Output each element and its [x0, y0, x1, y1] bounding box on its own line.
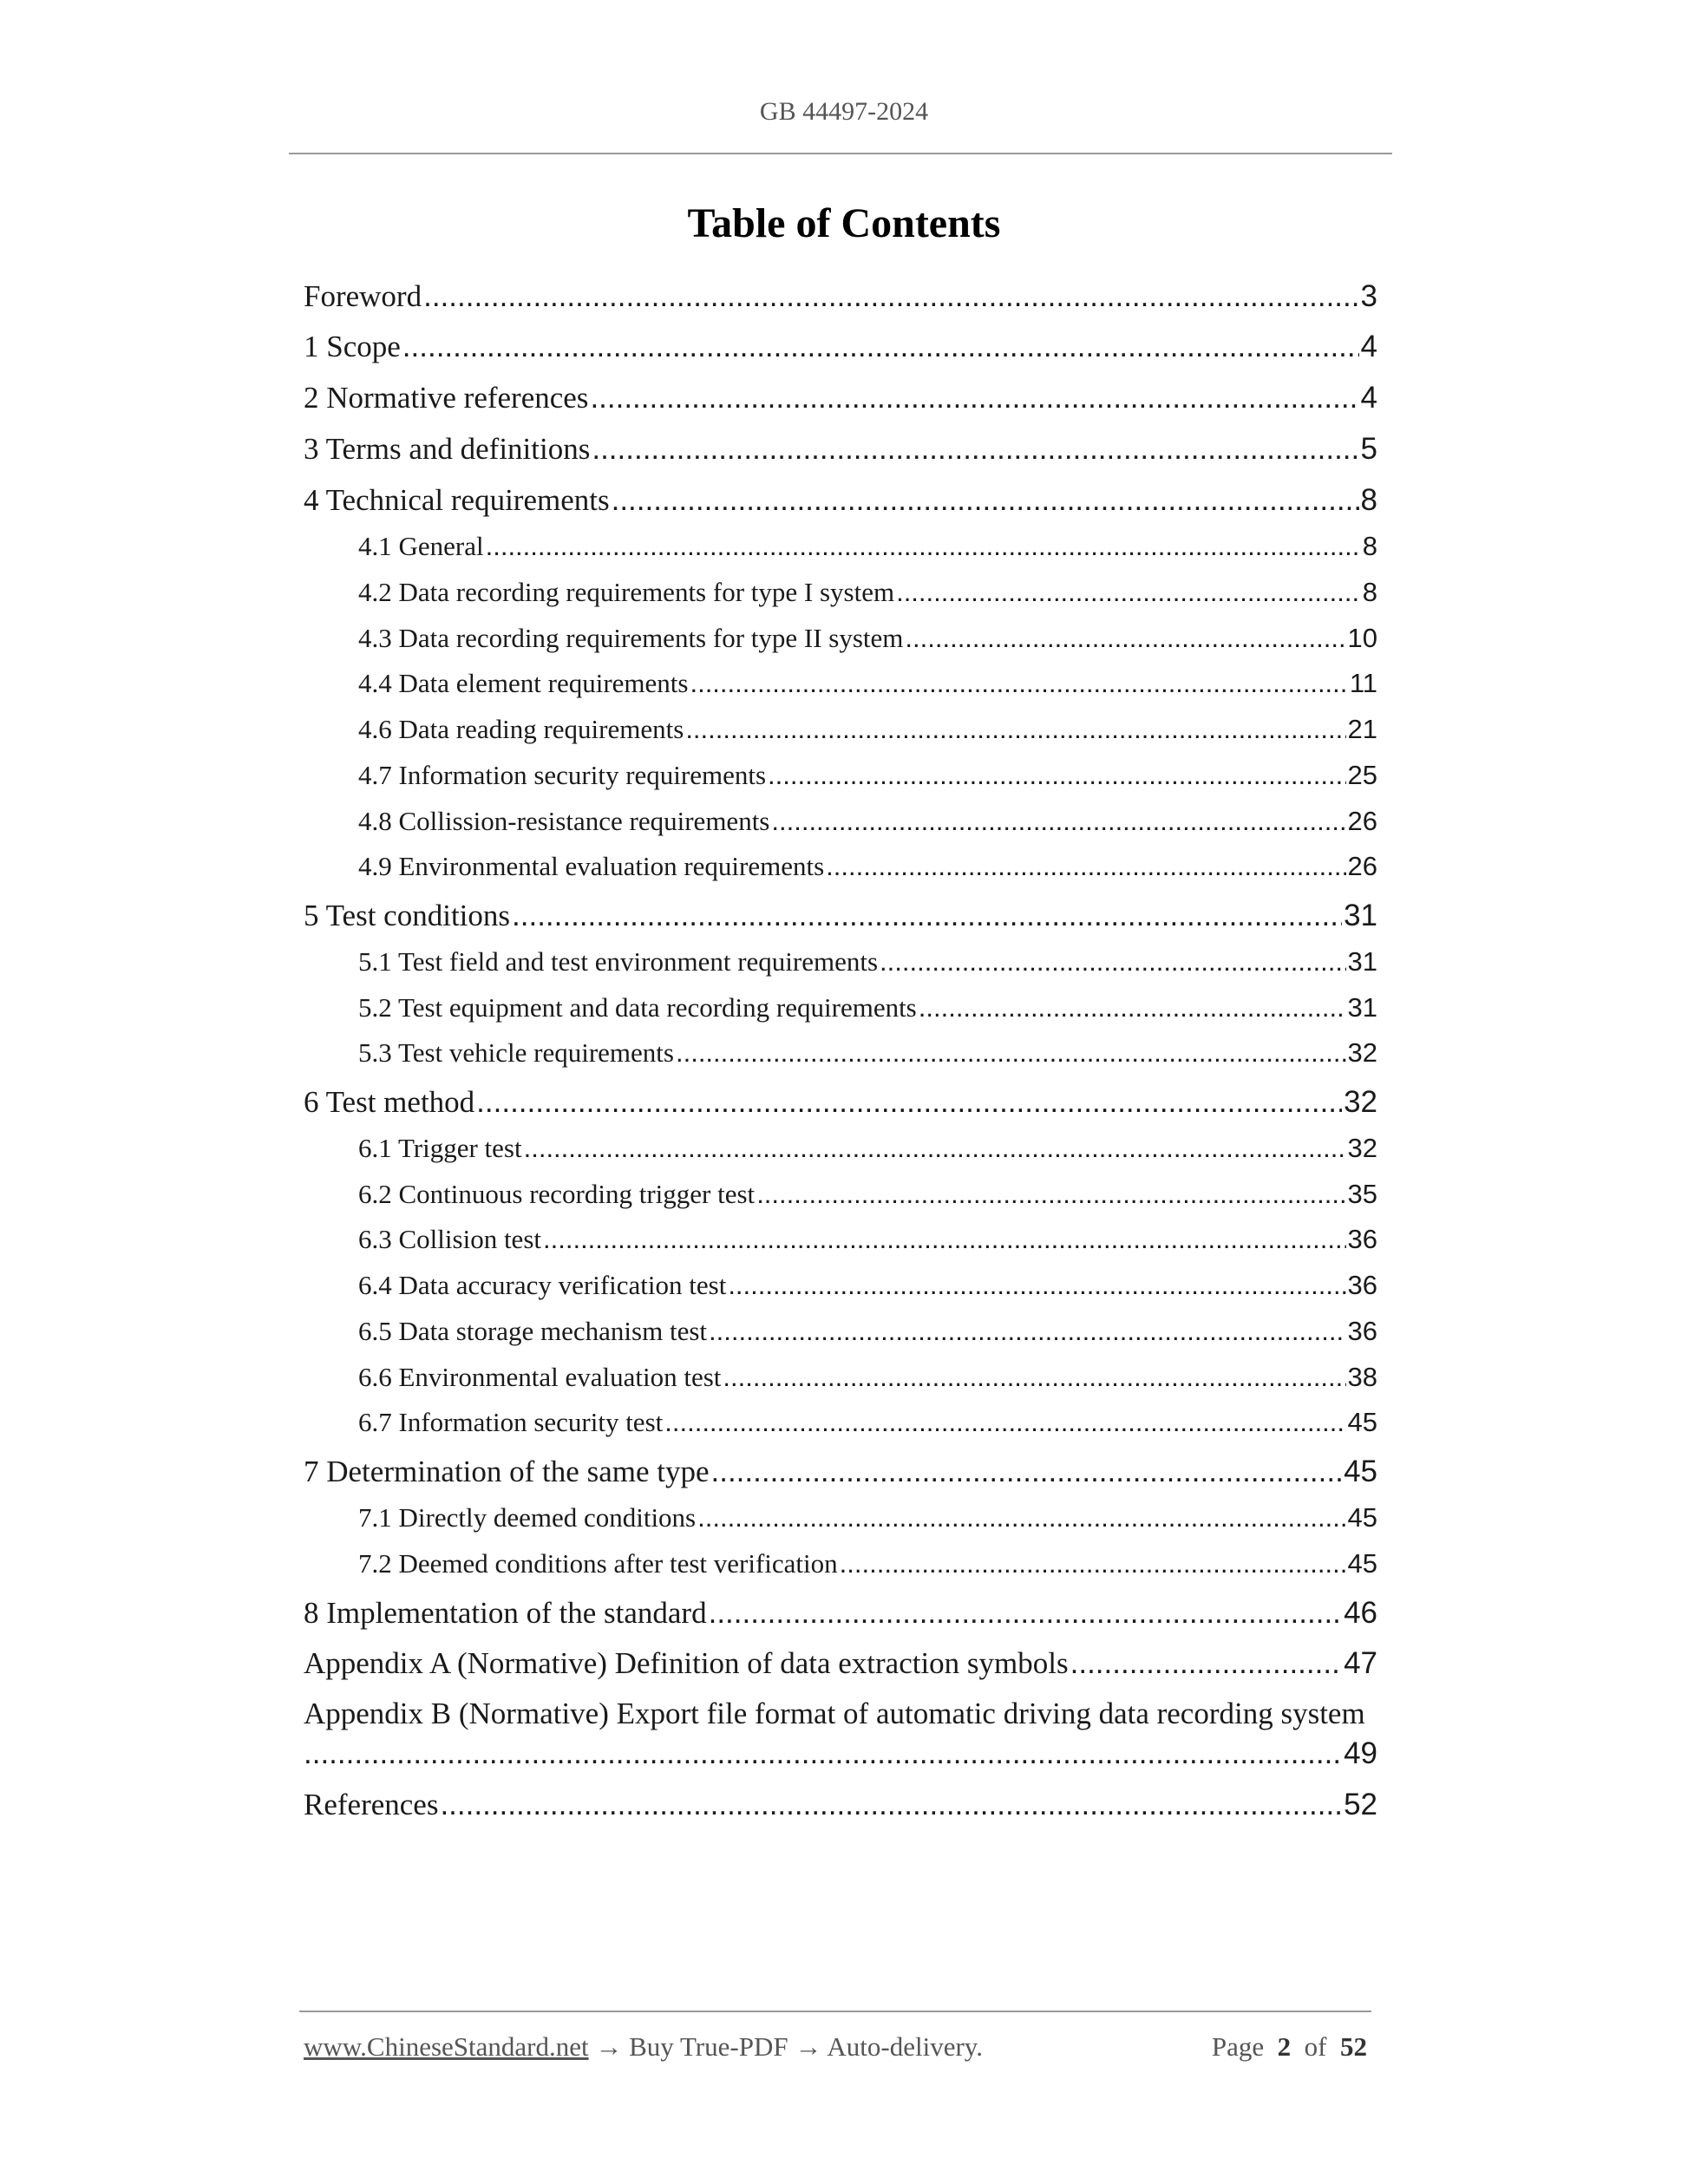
- toc-entry-normative-references[interactable]: [304, 381, 1377, 415]
- dot-leader: [880, 946, 1345, 978]
- toc-entry-page: 31: [1347, 946, 1377, 977]
- toc-entry-label: 6.5 Data storage mechanism test: [358, 1316, 708, 1346]
- dot-leader: [690, 668, 1347, 699]
- toc-entry-4-3[interactable]: [358, 623, 1377, 654]
- toc-entry-page: 25: [1347, 760, 1377, 790]
- toc-entry-4-4[interactable]: [358, 668, 1377, 699]
- toc-entry-5-3[interactable]: [358, 1037, 1377, 1069]
- toc-entry-label: 6.4 Data accuracy verification test: [358, 1270, 727, 1300]
- toc-entry-label: 7 Determination of the same type: [304, 1455, 710, 1488]
- toc-entry-label: 6.1 Trigger test: [358, 1133, 522, 1163]
- toc-entry-label: 6.3 Collision test: [358, 1224, 541, 1254]
- dot-leader: [709, 1316, 1345, 1347]
- toc-entry-6-7[interactable]: [358, 1407, 1377, 1438]
- toc-entry-label: 4.8 Collission-resistance requirements: [358, 806, 770, 836]
- toc-entry-7-1[interactable]: [358, 1502, 1377, 1533]
- toc-entry-page: 8: [1362, 577, 1377, 607]
- dot-leader: [543, 1224, 1346, 1255]
- toc-entry-test-conditions[interactable]: [304, 899, 1377, 933]
- toc-entry-label: 4.2 Data recording requirements for type I system: [358, 577, 895, 607]
- dot-leader: [697, 1502, 1345, 1533]
- toc-entry-page: 32: [1347, 1133, 1377, 1163]
- toc-entry-label: 4.4 Data element requirements: [358, 668, 689, 698]
- toc-entry-page: 36: [1347, 1316, 1377, 1346]
- toc-entry-page: 32: [1344, 1085, 1377, 1119]
- toc-entry-page: 45: [1347, 1548, 1377, 1579]
- dot-leader: [685, 714, 1345, 745]
- toc-entry-label: 7.2 Deemed conditions after test verification: [358, 1548, 838, 1579]
- dot-leader: [1070, 1646, 1342, 1681]
- toc-entry-5-2[interactable]: [358, 992, 1377, 1023]
- dot-leader: [676, 1037, 1346, 1069]
- toc-entry-label: Appendix A (Normative) Definition of data extraction symbols: [304, 1646, 1069, 1680]
- toc-entry-page: 10: [1347, 623, 1377, 653]
- toc-entry-label: 5.2 Test equipment and data recording requirements: [358, 992, 917, 1023]
- toc-entry-label: 8 Implementation of the standard: [304, 1596, 707, 1630]
- toc-entry-6-2[interactable]: [358, 1179, 1377, 1210]
- toc-entry-label: 4.9 Environmental evaluation requirements: [358, 851, 825, 881]
- toc-entry-5-1[interactable]: [358, 946, 1377, 978]
- toc-entry-label: 4 Technical requirements: [304, 483, 610, 517]
- dot-leader: [486, 531, 1361, 562]
- of-word: of: [1304, 2031, 1327, 2062]
- toc-entry-4-8[interactable]: [358, 806, 1377, 837]
- total-page-number: 52: [1340, 2031, 1367, 2062]
- toc-entry-label: 6.7 Information security test: [358, 1407, 664, 1437]
- website-link[interactable]: www.ChineseStandard.net: [304, 2031, 589, 2062]
- dot-leader: [440, 1788, 1342, 1822]
- toc-entry-6-3[interactable]: [358, 1224, 1377, 1255]
- toc-entry-label: 7.1 Directly deemed conditions: [358, 1502, 697, 1533]
- dot-leader: [905, 623, 1345, 654]
- toc-entry-label: 1 Scope: [304, 330, 401, 363]
- toc-entry-6-5[interactable]: [358, 1316, 1377, 1347]
- toc-entry-page: 8: [1360, 483, 1377, 517]
- dot-leader: [919, 992, 1346, 1023]
- toc-entry-test-method[interactable]: [304, 1085, 1377, 1120]
- toc-entry-page: 45: [1344, 1455, 1377, 1488]
- dot-leader: [664, 1407, 1345, 1438]
- toc-entry-label: Appendix B (Normative) Export file format of automatic driving data recording system: [304, 1697, 1365, 1730]
- arrow-right-icon: →: [795, 2031, 822, 2062]
- toc-entry-label: 5.3 Test vehicle requirements: [358, 1037, 674, 1068]
- dot-leader: [402, 330, 1359, 364]
- toc-entry-label: Foreword: [304, 279, 422, 313]
- toc-entry-page: 35: [1347, 1179, 1377, 1209]
- toc-entry-7-2[interactable]: [358, 1548, 1377, 1579]
- toc-entry-label: 5.1 Test field and test environment requirements: [358, 946, 879, 977]
- toc-entry-6-1[interactable]: [358, 1133, 1377, 1164]
- footer-divider: [299, 2011, 1371, 2012]
- toc-entry-page: 4: [1360, 330, 1377, 363]
- dot-leader: [592, 432, 1358, 467]
- toc-entry-4-6[interactable]: [358, 714, 1377, 745]
- toc-entry-label: 4.1 General: [358, 531, 484, 561]
- toc-entry-label: References: [304, 1788, 439, 1821]
- toc-entry-page: 36: [1347, 1224, 1377, 1254]
- toc-entry-page: 21: [1347, 714, 1377, 744]
- dot-leader: [756, 1179, 1345, 1210]
- dot-leader: [771, 806, 1345, 837]
- dot-leader: [423, 279, 1358, 314]
- toc-entry-technical-requirements[interactable]: [304, 483, 1377, 518]
- toc-entry-appendix-b[interactable]: [304, 1697, 1377, 1771]
- toc-entry-label: 4.6 Data reading requirements: [358, 714, 684, 744]
- toc-entry-4-9[interactable]: [358, 851, 1377, 882]
- toc-entry-page: 5: [1360, 432, 1377, 466]
- auto-delivery-text: Auto-delivery.: [827, 2031, 984, 2062]
- toc-title: Table of Contents: [687, 200, 1001, 246]
- toc-entry-label: 6.6 Environmental evaluation test: [358, 1362, 722, 1392]
- running-header: GB 44497-2024: [759, 97, 929, 126]
- current-page-number: 2: [1277, 2031, 1292, 2062]
- arrow-right-icon: →: [595, 2031, 623, 2062]
- toc-entry-references[interactable]: [304, 1788, 1377, 1822]
- dot-leader: [826, 851, 1345, 882]
- toc-entry-page: 26: [1347, 806, 1377, 836]
- dot-leader: [304, 1736, 1342, 1771]
- toc-entry-label: 6.2 Continuous recording trigger test: [358, 1179, 756, 1209]
- toc-entry-4-1[interactable]: [358, 531, 1377, 562]
- dot-leader: [768, 760, 1345, 791]
- toc-entry-label: 2 Normative references: [304, 381, 589, 415]
- toc-entry-page: 36: [1347, 1270, 1377, 1300]
- toc-entry-6-6[interactable]: [358, 1362, 1377, 1393]
- toc-entry-page: 52: [1344, 1788, 1377, 1821]
- toc-entry-page: 38: [1347, 1362, 1377, 1392]
- toc-entry-page: 49: [1344, 1736, 1377, 1770]
- toc-entry-appendix-a[interactable]: [304, 1646, 1377, 1681]
- toc-entry-page: 31: [1347, 992, 1377, 1023]
- page-word: Page: [1211, 2031, 1265, 2062]
- toc-entry-label: 4.7 Information security requirements: [358, 760, 767, 790]
- toc-entry-label: 6 Test method: [304, 1085, 475, 1119]
- dot-leader: [723, 1362, 1345, 1393]
- toc-entry-page: 32: [1347, 1037, 1377, 1068]
- toc-entry-page: 3: [1360, 279, 1377, 313]
- dot-leader: [728, 1270, 1345, 1301]
- toc-entry-terms-definitions[interactable]: [304, 432, 1377, 467]
- dot-leader: [590, 381, 1358, 415]
- footer-promo: [304, 2031, 983, 2063]
- toc-entry-page: 8: [1362, 531, 1377, 561]
- toc-entry-label: 3 Terms and definitions: [304, 432, 591, 466]
- dot-leader: [840, 1548, 1346, 1579]
- toc-entry-foreword[interactable]: [304, 279, 1377, 314]
- dot-leader: [896, 577, 1361, 608]
- toc-entry-page: 45: [1347, 1407, 1377, 1437]
- dot-leader: [711, 1455, 1343, 1489]
- toc-entry-label: 5 Test conditions: [304, 899, 511, 932]
- toc-entry-same-type[interactable]: [304, 1455, 1377, 1489]
- toc-entry-implementation[interactable]: [304, 1596, 1377, 1631]
- dot-leader: [524, 1133, 1346, 1164]
- toc-entry-page: 46: [1344, 1596, 1377, 1630]
- dot-leader: [512, 899, 1342, 933]
- toc-entry-page: 47: [1344, 1646, 1377, 1680]
- page-number: [1212, 2031, 1367, 2063]
- toc-entry-scope[interactable]: [304, 330, 1377, 364]
- dot-leader: [612, 483, 1359, 518]
- toc-entry-page: 11: [1349, 668, 1377, 698]
- toc-entry-page: 26: [1347, 851, 1377, 881]
- dot-leader: [709, 1596, 1342, 1631]
- buy-true-pdf-text: Buy True-PDF: [629, 2031, 788, 2062]
- toc-entry-page: 45: [1347, 1502, 1377, 1533]
- toc-entry-page: 31: [1344, 899, 1377, 932]
- toc-entry-4-2[interactable]: [358, 577, 1377, 608]
- toc-entry-4-7[interactable]: [358, 760, 1377, 791]
- toc-entry-label: 4.3 Data recording requirements for type II system: [358, 623, 904, 653]
- toc-entry-6-4[interactable]: [358, 1270, 1377, 1301]
- dot-leader: [476, 1085, 1342, 1120]
- toc-entry-page: 4: [1360, 381, 1377, 415]
